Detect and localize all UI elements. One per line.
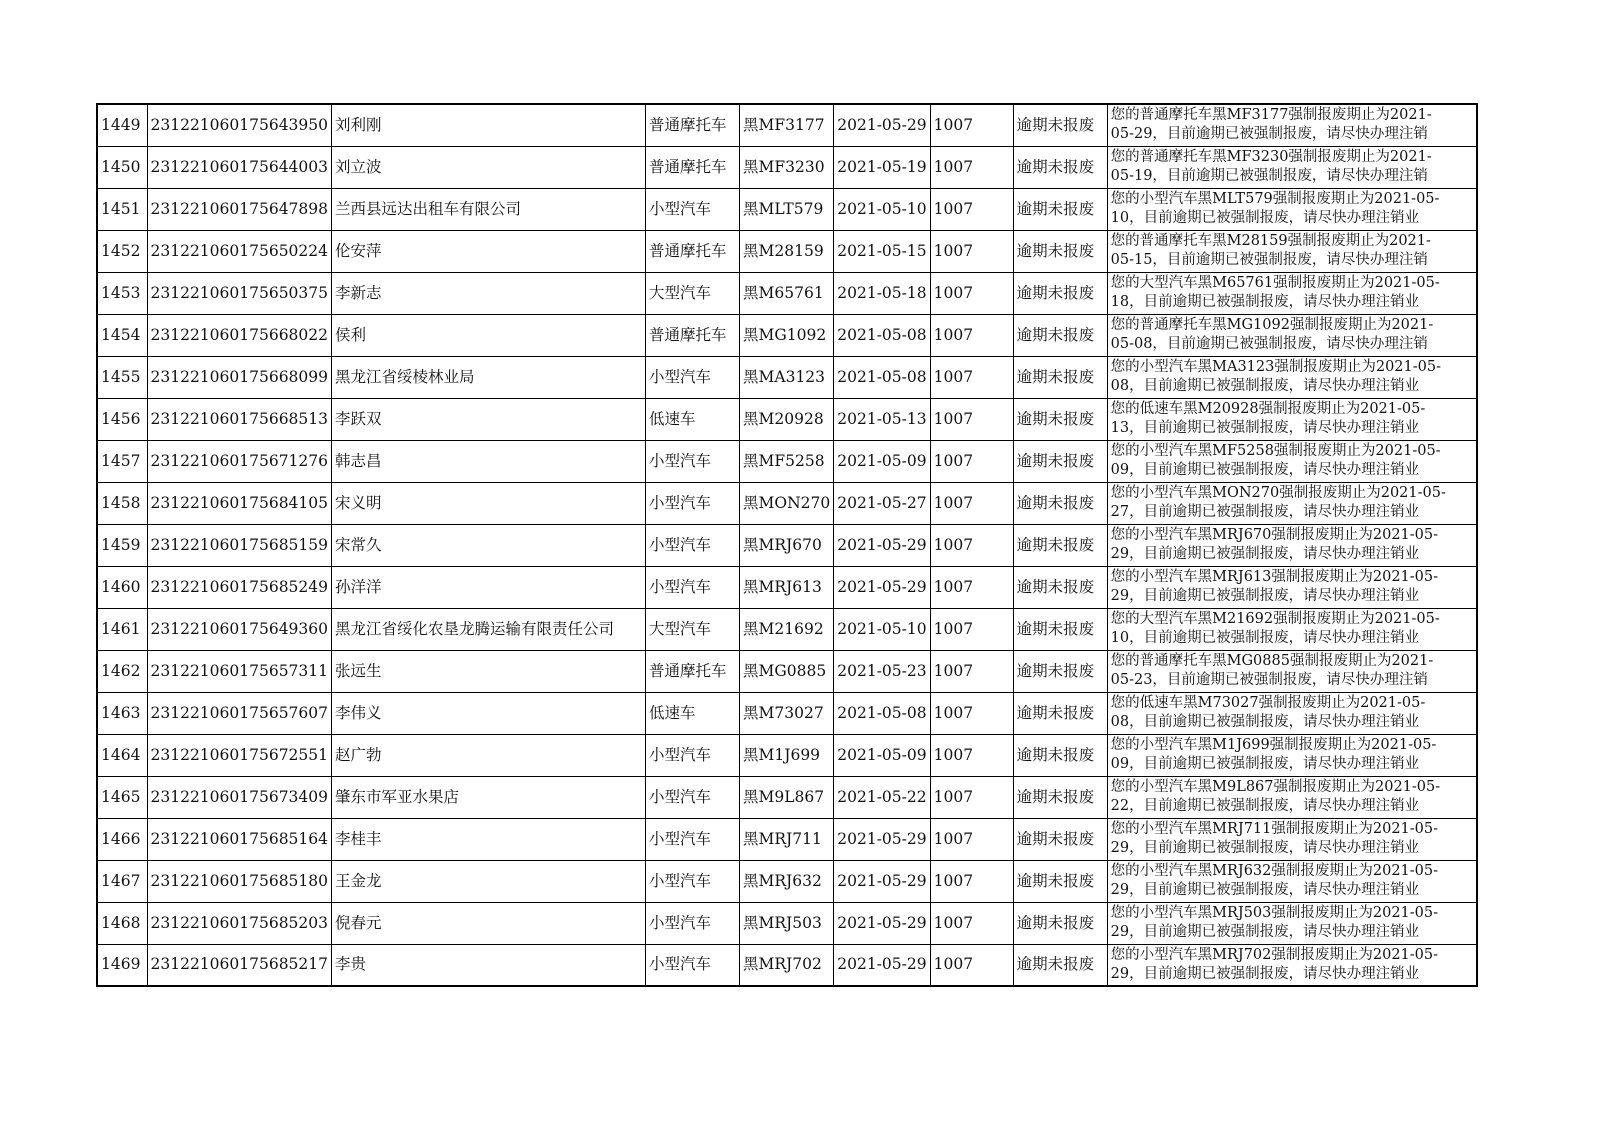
status-code-cell: 1007 xyxy=(930,860,1013,902)
status-text-cell: 逾期未报废 xyxy=(1013,650,1107,692)
row-number-cell: 1456 xyxy=(97,398,147,440)
row-number-cell: 1453 xyxy=(97,272,147,314)
notice-message-line: 您的低速车黑M20928强制报废期止为2021-05- xyxy=(1110,400,1426,417)
notice-message-line: 您的小型汽车黑MRJ670强制报废期止为2021-05- xyxy=(1110,526,1439,543)
notice-message-cell xyxy=(1107,356,1477,398)
row-number-cell: 1466 xyxy=(97,818,147,860)
notice-message-line: 您的小型汽车黑MON270强制报废期止为2021-05- xyxy=(1110,484,1446,501)
notice-message-line: 您的大型汽车黑M65761强制报废期止为2021-05- xyxy=(1110,274,1440,291)
vehicle-type-cell: 小型汽车 xyxy=(646,860,740,902)
notice-message-line: 27，目前逾期已被强制报废，请尽快办理注销业 xyxy=(1110,503,1420,520)
notice-message-line: 08，目前逾期已被强制报废，请尽快办理注销业 xyxy=(1110,713,1420,730)
row-number-cell: 1457 xyxy=(97,440,147,482)
status-text-cell: 逾期未报废 xyxy=(1013,524,1107,566)
status-code-cell: 1007 xyxy=(930,104,1013,146)
status-text-cell: 逾期未报废 xyxy=(1013,146,1107,188)
row-number-cell: 1469 xyxy=(97,944,147,986)
scrap-date-cell: 2021-05-18 xyxy=(834,272,930,314)
row-number-cell: 1450 xyxy=(97,146,147,188)
vehicle-type-cell: 普通摩托车 xyxy=(646,314,740,356)
record-id-cell: 231221060175650224 xyxy=(147,230,332,272)
notice-message-line: 05-15，目前逾期已被强制报废，请尽快办理注销 xyxy=(1110,251,1428,268)
status-text-cell: 逾期未报废 xyxy=(1013,440,1107,482)
notice-message-cell xyxy=(1107,608,1477,650)
status-code-cell: 1007 xyxy=(930,314,1013,356)
status-code-cell: 1007 xyxy=(930,440,1013,482)
scrap-date-cell: 2021-05-22 xyxy=(834,776,930,818)
notice-message-cell xyxy=(1107,146,1477,188)
record-id-cell: 231221060175685249 xyxy=(147,566,332,608)
record-id-cell: 231221060175668099 xyxy=(147,356,332,398)
notice-message-line: 您的普通摩托车黑MF3177强制报废期止为2021- xyxy=(1110,107,1432,123)
status-text-cell: 逾期未报废 xyxy=(1013,356,1107,398)
notice-message-cell xyxy=(1107,272,1477,314)
scrap-date-cell: 2021-05-29 xyxy=(834,902,930,944)
scrap-date-cell: 2021-05-29 xyxy=(834,524,930,566)
record-id-cell: 231221060175684105 xyxy=(147,482,332,524)
notice-message-cell xyxy=(1107,860,1477,902)
owner-name-cell: 兰西县远达出租车有限公司 xyxy=(332,188,646,230)
vehicle-type-cell: 普通摩托车 xyxy=(646,230,740,272)
table-row xyxy=(97,860,1477,902)
owner-name-cell: 李跃双 xyxy=(332,398,646,440)
scrap-date-cell: 2021-05-08 xyxy=(834,692,930,734)
row-number-cell: 1451 xyxy=(97,188,147,230)
status-text-cell: 逾期未报废 xyxy=(1013,566,1107,608)
status-code-cell: 1007 xyxy=(930,902,1013,944)
plate-number-cell: 黑M20928 xyxy=(740,398,834,440)
notice-message-line: 29，目前逾期已被强制报废，请尽快办理注销业 xyxy=(1110,881,1420,898)
owner-name-cell: 李伟义 xyxy=(332,692,646,734)
notice-message-line: 您的大型汽车黑M21692强制报废期止为2021-05- xyxy=(1110,610,1440,627)
owner-name-cell: 李新志 xyxy=(332,272,646,314)
vehicle-type-cell: 小型汽车 xyxy=(646,566,740,608)
owner-name-cell: 韩志昌 xyxy=(332,440,646,482)
owner-name-cell: 宋常久 xyxy=(332,524,646,566)
table-row xyxy=(97,608,1477,650)
notice-message-cell xyxy=(1107,104,1477,146)
table-row xyxy=(97,566,1477,608)
status-text-cell: 逾期未报废 xyxy=(1013,608,1107,650)
scrap-date-cell: 2021-05-08 xyxy=(834,314,930,356)
scrap-date-cell: 2021-05-29 xyxy=(834,818,930,860)
status-code-cell: 1007 xyxy=(930,776,1013,818)
row-number-cell: 1460 xyxy=(97,566,147,608)
table-row xyxy=(97,314,1477,356)
owner-name-cell: 李贵 xyxy=(332,944,646,986)
owner-name-cell: 刘立波 xyxy=(332,146,646,188)
status-text-cell: 逾期未报废 xyxy=(1013,692,1107,734)
status-code-cell: 1007 xyxy=(930,230,1013,272)
row-number-cell: 1455 xyxy=(97,356,147,398)
plate-number-cell: 黑MF5258 xyxy=(740,440,834,482)
record-id-cell: 231221060175668022 xyxy=(147,314,332,356)
status-text-cell: 逾期未报废 xyxy=(1013,188,1107,230)
status-code-cell: 1007 xyxy=(930,566,1013,608)
scrap-date-cell: 2021-05-29 xyxy=(834,944,930,986)
record-id-cell: 231221060175685159 xyxy=(147,524,332,566)
vehicle-type-cell: 小型汽车 xyxy=(646,734,740,776)
plate-number-cell: 黑MRJ503 xyxy=(740,902,834,944)
vehicle-type-cell: 低速车 xyxy=(646,398,740,440)
status-text-cell: 逾期未报废 xyxy=(1013,314,1107,356)
notice-message-cell xyxy=(1107,524,1477,566)
record-id-cell: 231221060175671276 xyxy=(147,440,332,482)
notice-message-cell xyxy=(1107,230,1477,272)
status-code-cell: 1007 xyxy=(930,692,1013,734)
table-row xyxy=(97,692,1477,734)
row-number-cell: 1449 xyxy=(97,104,147,146)
plate-number-cell: 黑MA3123 xyxy=(740,356,834,398)
notice-message-line: 您的普通摩托车黑MG1092强制报废期止为2021- xyxy=(1110,316,1434,333)
plate-number-cell: 黑MG1092 xyxy=(740,314,834,356)
status-text-cell: 逾期未报废 xyxy=(1013,398,1107,440)
notice-message-line: 您的普通摩托车黑MF3230强制报废期止为2021- xyxy=(1110,148,1432,165)
notice-message-line: 10，目前逾期已被强制报废，请尽快办理注销业 xyxy=(1110,209,1420,226)
status-text-cell: 逾期未报废 xyxy=(1013,230,1107,272)
owner-name-cell: 赵广勃 xyxy=(332,734,646,776)
notice-message-line: 您的小型汽车黑MRJ711强制报废期止为2021-05- xyxy=(1110,820,1439,837)
row-number-cell: 1461 xyxy=(97,608,147,650)
notice-message-line: 您的小型汽车黑MA3123强制报废期止为2021-05- xyxy=(1110,358,1441,375)
status-text-cell: 逾期未报废 xyxy=(1013,734,1107,776)
notice-message-cell xyxy=(1107,398,1477,440)
owner-name-cell: 张远生 xyxy=(332,650,646,692)
owner-name-cell: 刘利刚 xyxy=(332,104,646,146)
scrap-date-cell: 2021-05-29 xyxy=(834,860,930,902)
vehicle-type-cell: 小型汽车 xyxy=(646,944,740,986)
notice-message-line: 29，目前逾期已被强制报废，请尽快办理注销业 xyxy=(1110,965,1420,982)
status-code-cell: 1007 xyxy=(930,608,1013,650)
notice-message-line: 您的小型汽车黑M1J699强制报废期止为2021-05- xyxy=(1110,736,1437,753)
table-row xyxy=(97,398,1477,440)
record-id-cell: 231221060175685217 xyxy=(147,944,332,986)
vehicle-scrap-table xyxy=(96,103,1478,987)
plate-number-cell: 黑M1J699 xyxy=(740,734,834,776)
owner-name-cell: 伦安萍 xyxy=(332,230,646,272)
owner-name-cell: 王金龙 xyxy=(332,860,646,902)
plate-number-cell: 黑M28159 xyxy=(740,230,834,272)
table-body xyxy=(97,104,1477,986)
row-number-cell: 1464 xyxy=(97,734,147,776)
vehicle-type-cell: 小型汽车 xyxy=(646,776,740,818)
status-code-cell: 1007 xyxy=(930,356,1013,398)
scrap-date-cell: 2021-05-29 xyxy=(834,566,930,608)
status-text-cell: 逾期未报废 xyxy=(1013,776,1107,818)
row-number-cell: 1458 xyxy=(97,482,147,524)
notice-message-cell xyxy=(1107,818,1477,860)
status-code-cell: 1007 xyxy=(930,482,1013,524)
notice-message-line: 您的小型汽车黑MLT579强制报废期止为2021-05- xyxy=(1110,190,1440,207)
notice-message-cell xyxy=(1107,440,1477,482)
notice-message-line: 29，目前逾期已被强制报废，请尽快办理注销业 xyxy=(1110,923,1420,940)
scrap-date-cell: 2021-05-15 xyxy=(834,230,930,272)
notice-message-line: 22，目前逾期已被强制报废，请尽快办理注销业 xyxy=(1110,797,1420,814)
plate-number-cell: 黑M21692 xyxy=(740,608,834,650)
notice-message-line: 09，目前逾期已被强制报废，请尽快办理注销业 xyxy=(1110,755,1420,772)
plate-number-cell: 黑MF3177 xyxy=(740,104,834,146)
table-row xyxy=(97,146,1477,188)
status-text-cell: 逾期未报废 xyxy=(1013,818,1107,860)
vehicle-type-cell: 小型汽车 xyxy=(646,482,740,524)
plate-number-cell: 黑MRJ613 xyxy=(740,566,834,608)
table-row xyxy=(97,104,1477,146)
scrap-date-cell: 2021-05-09 xyxy=(834,440,930,482)
notice-message-line: 13，目前逾期已被强制报废，请尽快办理注销业 xyxy=(1110,419,1420,436)
row-number-cell: 1468 xyxy=(97,902,147,944)
scrap-date-cell: 2021-05-10 xyxy=(834,608,930,650)
record-id-cell: 231221060175685203 xyxy=(147,902,332,944)
owner-name-cell: 李桂丰 xyxy=(332,818,646,860)
notice-message-line: 您的普通摩托车黑MG0885强制报废期止为2021- xyxy=(1110,652,1434,669)
plate-number-cell: 黑MRJ632 xyxy=(740,860,834,902)
status-text-cell: 逾期未报废 xyxy=(1013,902,1107,944)
status-code-cell: 1007 xyxy=(930,398,1013,440)
plate-number-cell: 黑MLT579 xyxy=(740,188,834,230)
notice-message-line: 29，目前逾期已被强制报废，请尽快办理注销业 xyxy=(1110,587,1420,604)
owner-name-cell: 黑龙江省绥化农垦龙腾运输有限责任公司 xyxy=(332,608,646,650)
notice-message-cell xyxy=(1107,776,1477,818)
notice-message-line: 18，目前逾期已被强制报废，请尽快办理注销业 xyxy=(1110,293,1420,310)
notice-message-line: 您的小型汽车黑MRJ632强制报废期止为2021-05- xyxy=(1110,862,1439,879)
notice-message-cell xyxy=(1107,482,1477,524)
scrap-date-cell: 2021-05-27 xyxy=(834,482,930,524)
notice-message-cell xyxy=(1107,902,1477,944)
notice-message-line: 您的低速车黑M73027强制报废期止为2021-05- xyxy=(1110,694,1426,711)
status-code-cell: 1007 xyxy=(930,818,1013,860)
table-row xyxy=(97,440,1477,482)
table-row xyxy=(97,230,1477,272)
notice-message-cell xyxy=(1107,314,1477,356)
row-number-cell: 1463 xyxy=(97,692,147,734)
table-row xyxy=(97,188,1477,230)
notice-message-line: 您的小型汽车黑MF5258强制报废期止为2021-05- xyxy=(1110,442,1441,459)
table-row xyxy=(97,356,1477,398)
plate-number-cell: 黑M65761 xyxy=(740,272,834,314)
record-id-cell: 231221060175672551 xyxy=(147,734,332,776)
status-text-cell: 逾期未报废 xyxy=(1013,944,1107,986)
notice-message-cell xyxy=(1107,944,1477,986)
status-code-cell: 1007 xyxy=(930,524,1013,566)
owner-name-cell: 孙洋洋 xyxy=(332,566,646,608)
status-code-cell: 1007 xyxy=(930,734,1013,776)
scrap-date-cell: 2021-05-29 xyxy=(834,104,930,146)
status-text-cell: 逾期未报废 xyxy=(1013,860,1107,902)
status-code-cell: 1007 xyxy=(930,944,1013,986)
plate-number-cell: 黑MON270 xyxy=(740,482,834,524)
status-text-cell: 逾期未报废 xyxy=(1013,272,1107,314)
vehicle-type-cell: 低速车 xyxy=(646,692,740,734)
notice-message-line: 10，目前逾期已被强制报废，请尽快办理注销业 xyxy=(1110,629,1420,646)
table-row xyxy=(97,944,1477,986)
owner-name-cell: 侯利 xyxy=(332,314,646,356)
status-text-cell: 逾期未报废 xyxy=(1013,104,1107,146)
notice-message-line: 29，目前逾期已被强制报废，请尽快办理注销业 xyxy=(1110,839,1420,856)
table-row xyxy=(97,524,1477,566)
vehicle-type-cell: 大型汽车 xyxy=(646,272,740,314)
notice-message-line: 您的小型汽车黑MRJ702强制报废期止为2021-05- xyxy=(1110,946,1439,963)
scrap-date-cell: 2021-05-09 xyxy=(834,734,930,776)
notice-message-line: 您的小型汽车黑MRJ613强制报废期止为2021-05- xyxy=(1110,568,1439,585)
scrap-date-cell: 2021-05-19 xyxy=(834,146,930,188)
table-row xyxy=(97,902,1477,944)
record-id-cell: 231221060175668513 xyxy=(147,398,332,440)
record-id-cell: 231221060175643950 xyxy=(147,104,332,146)
notice-message-cell xyxy=(1107,734,1477,776)
record-id-cell: 231221060175647898 xyxy=(147,188,332,230)
vehicle-type-cell: 普通摩托车 xyxy=(646,104,740,146)
notice-message-cell xyxy=(1107,566,1477,608)
notice-message-line: 您的普通摩托车黑M28159强制报废期止为2021- xyxy=(1110,232,1431,249)
vehicle-type-cell: 普通摩托车 xyxy=(646,650,740,692)
vehicle-type-cell: 小型汽车 xyxy=(646,524,740,566)
scrap-date-cell: 2021-05-08 xyxy=(834,356,930,398)
record-id-cell: 231221060175649360 xyxy=(147,608,332,650)
status-text-cell: 逾期未报废 xyxy=(1013,482,1107,524)
record-id-cell: 231221060175657311 xyxy=(147,650,332,692)
row-number-cell: 1452 xyxy=(97,230,147,272)
scrap-date-cell: 2021-05-23 xyxy=(834,650,930,692)
plate-number-cell: 黑MF3230 xyxy=(740,146,834,188)
record-id-cell: 231221060175644003 xyxy=(147,146,332,188)
row-number-cell: 1467 xyxy=(97,860,147,902)
record-id-cell: 231221060175685180 xyxy=(147,860,332,902)
status-code-cell: 1007 xyxy=(930,188,1013,230)
notice-message-line: 29，目前逾期已被强制报废，请尽快办理注销业 xyxy=(1110,545,1420,562)
plate-number-cell: 黑MRJ711 xyxy=(740,818,834,860)
notice-message-line: 05-19，目前逾期已被强制报废，请尽快办理注销 xyxy=(1110,167,1428,184)
vehicle-type-cell: 小型汽车 xyxy=(646,818,740,860)
status-code-cell: 1007 xyxy=(930,650,1013,692)
row-number-cell: 1465 xyxy=(97,776,147,818)
notice-message-line: 09，目前逾期已被强制报废，请尽快办理注销业 xyxy=(1110,461,1420,478)
owner-name-cell: 宋义明 xyxy=(332,482,646,524)
vehicle-type-cell: 小型汽车 xyxy=(646,902,740,944)
notice-message-cell xyxy=(1107,692,1477,734)
owner-name-cell: 倪春元 xyxy=(332,902,646,944)
vehicle-type-cell: 普通摩托车 xyxy=(646,146,740,188)
vehicle-type-cell: 小型汽车 xyxy=(646,440,740,482)
table-row xyxy=(97,776,1477,818)
vehicle-type-cell: 大型汽车 xyxy=(646,608,740,650)
vehicle-type-cell: 小型汽车 xyxy=(646,356,740,398)
scrap-date-cell: 2021-05-13 xyxy=(834,398,930,440)
table-row xyxy=(97,650,1477,692)
record-id-cell: 231221060175657607 xyxy=(147,692,332,734)
notice-message-line: 您的小型汽车黑MRJ503强制报废期止为2021-05- xyxy=(1110,904,1439,921)
notice-message-line: 您的小型汽车黑M9L867强制报废期止为2021-05- xyxy=(1110,778,1441,795)
plate-number-cell: 黑M73027 xyxy=(740,692,834,734)
plate-number-cell: 黑MRJ670 xyxy=(740,524,834,566)
status-code-cell: 1007 xyxy=(930,272,1013,314)
vehicle-type-cell: 小型汽车 xyxy=(646,188,740,230)
row-number-cell: 1462 xyxy=(97,650,147,692)
table-row xyxy=(97,734,1477,776)
record-id-cell: 231221060175673409 xyxy=(147,776,332,818)
scrap-date-cell: 2021-05-10 xyxy=(834,188,930,230)
record-id-cell: 231221060175685164 xyxy=(147,818,332,860)
plate-number-cell: 黑MRJ702 xyxy=(740,944,834,986)
notice-message-line: 05-23，目前逾期已被强制报废，请尽快办理注销 xyxy=(1110,671,1428,688)
plate-number-cell: 黑M9L867 xyxy=(740,776,834,818)
notice-message-line: 05-29，目前逾期已被强制报废，请尽快办理注销 xyxy=(1110,126,1428,142)
notice-message-cell xyxy=(1107,650,1477,692)
notice-message-line: 05-08，目前逾期已被强制报废，请尽快办理注销 xyxy=(1110,335,1428,352)
table-row xyxy=(97,818,1477,860)
table-row xyxy=(97,272,1477,314)
status-code-cell: 1007 xyxy=(930,146,1013,188)
owner-name-cell: 黑龙江省绥棱林业局 xyxy=(332,356,646,398)
owner-name-cell: 肇东市军亚水果店 xyxy=(332,776,646,818)
notice-message-line: 08，目前逾期已被强制报废，请尽快办理注销业 xyxy=(1110,377,1420,394)
plate-number-cell: 黑MG0885 xyxy=(740,650,834,692)
notice-message-cell xyxy=(1107,188,1477,230)
table-row xyxy=(97,482,1477,524)
row-number-cell: 1454 xyxy=(97,314,147,356)
record-id-cell: 231221060175650375 xyxy=(147,272,332,314)
row-number-cell: 1459 xyxy=(97,524,147,566)
